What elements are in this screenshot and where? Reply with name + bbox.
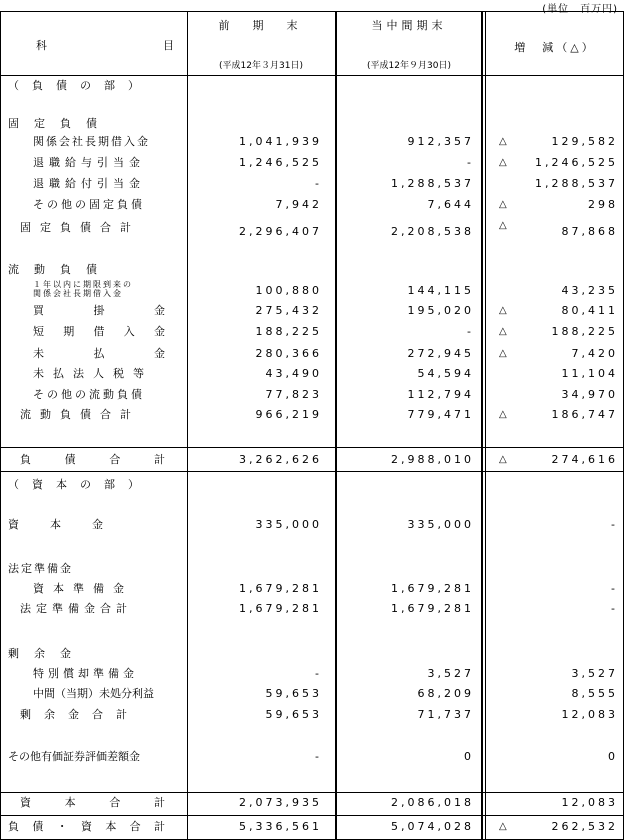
prev-value: 77,823 xyxy=(265,388,322,401)
diff-value: 1,288,537 xyxy=(535,177,618,190)
diff-value: 12,083 xyxy=(561,708,618,721)
curr-value: 71,737 xyxy=(417,708,474,721)
prev-value: 275,432 xyxy=(255,304,322,317)
curr-value: 1,679,281 xyxy=(391,602,474,615)
curr-value: 912,357 xyxy=(407,135,474,148)
table-row xyxy=(0,600,624,617)
row-label xyxy=(33,323,165,340)
prev-value: 3,262,626 xyxy=(239,453,322,466)
row-label: その他の固定負債 xyxy=(33,198,145,211)
row-label xyxy=(8,516,103,533)
table-row xyxy=(0,794,624,811)
prev-value: 1,041,939 xyxy=(239,135,322,148)
row-label: 流 動 負 債 xyxy=(8,263,99,276)
row-divider xyxy=(1,792,623,793)
curr-value: - xyxy=(467,325,474,338)
curr-value: 3,527 xyxy=(427,667,474,680)
row-label: 剰 余 金 xyxy=(8,647,73,660)
prev-value: - xyxy=(315,177,322,190)
row-label: 固定負債合計 xyxy=(20,221,140,234)
row-label: 固 定 負 債 xyxy=(8,117,99,130)
table-row xyxy=(0,451,624,468)
row-label: その他の流動負債 xyxy=(33,388,145,401)
diff-value: 11,104 xyxy=(561,367,618,380)
table-row xyxy=(0,323,624,340)
diff-value: 7,420 xyxy=(571,347,618,360)
prev-value: 43,490 xyxy=(265,367,322,380)
delta-mark: △ xyxy=(499,348,507,359)
header-curr-period: 当中間期末 xyxy=(371,19,447,32)
row-label: 資本準備金 xyxy=(33,582,133,595)
row-label-text: 資 本 金 xyxy=(8,518,103,531)
delta-mark: △ xyxy=(499,326,507,337)
delta-mark: △ xyxy=(499,409,507,420)
unit-label: (単位 百万円) xyxy=(542,4,618,15)
delta-mark: △ xyxy=(499,136,507,147)
diff-value: - xyxy=(611,518,618,531)
curr-value: 1,679,281 xyxy=(391,582,474,595)
row-label-text: 未 払 金 xyxy=(33,347,165,360)
table-row xyxy=(0,406,624,423)
diff-value: 43,235 xyxy=(561,284,618,297)
table-row xyxy=(0,154,624,171)
table-row xyxy=(0,365,624,382)
row-label-text: 負 債 合 計 xyxy=(20,453,165,466)
row-label: 特別償却準備金 xyxy=(33,667,138,680)
prev-value: 1,679,281 xyxy=(239,582,322,595)
prev-value: 1,679,281 xyxy=(239,602,322,615)
row-label-text: 短 期 借 入 金 xyxy=(33,325,165,338)
row-label: （ 資 本 の 部 ） xyxy=(8,478,140,491)
curr-value: 2,208,538 xyxy=(391,225,474,238)
row-label: 関係会社長期借入金 xyxy=(33,135,150,148)
table-row xyxy=(0,580,624,597)
row-label xyxy=(33,345,165,362)
row-label-text: 資 本 合 計 xyxy=(20,796,165,809)
curr-value: 68,209 xyxy=(417,687,474,700)
delta-mark: △ xyxy=(499,220,507,231)
prev-value: 966,219 xyxy=(255,408,322,421)
prev-value: 5,336,561 xyxy=(239,820,322,833)
row-label: 法定準備金合計 xyxy=(20,602,132,615)
table-row xyxy=(0,645,624,662)
table-row xyxy=(0,748,624,765)
diff-value: 87,868 xyxy=(561,225,618,238)
header-curr-date: (平成12年９月30日) xyxy=(367,61,451,71)
table-row xyxy=(0,476,624,493)
table-row xyxy=(0,685,624,702)
diff-value: 0 xyxy=(608,750,618,763)
prev-value: 2,073,935 xyxy=(239,796,322,809)
curr-value: 2,086,018 xyxy=(391,796,474,809)
row-label-text: 負 債 ・ 資 本 合 計 xyxy=(8,820,165,833)
table-row xyxy=(0,516,624,533)
delta-mark: △ xyxy=(499,157,507,168)
diff-value: 34,970 xyxy=(561,388,618,401)
diff-value: - xyxy=(611,602,618,615)
curr-value: 779,471 xyxy=(407,408,474,421)
table-row xyxy=(0,345,624,362)
header-subject: 科 目 xyxy=(36,39,174,52)
table-row xyxy=(0,115,624,132)
curr-value: 5,074,028 xyxy=(391,820,474,833)
row-label: その他有価証券評価差額金 xyxy=(8,750,140,763)
curr-value: 1,288,537 xyxy=(391,177,474,190)
header-difference: 増 減（△） xyxy=(514,41,596,54)
diff-value: 129,582 xyxy=(551,135,618,148)
row-label: 流動負債合計 xyxy=(20,408,140,421)
diff-value: 1,246,525 xyxy=(535,156,618,169)
diff-value: 186,747 xyxy=(551,408,618,421)
row-label: 中間（当期）未処分利益 xyxy=(33,687,154,700)
row-label xyxy=(33,302,165,319)
prev-value: - xyxy=(315,750,322,763)
table-row xyxy=(0,818,624,835)
prev-value: 100,880 xyxy=(255,284,322,297)
prev-value: 1,246,525 xyxy=(239,156,322,169)
curr-value: 0 xyxy=(464,750,474,763)
diff-value: - xyxy=(611,582,618,595)
row-divider xyxy=(1,815,623,816)
curr-value: 7,644 xyxy=(427,198,474,211)
table-row xyxy=(0,219,624,236)
row-label: 退職給付引当金 xyxy=(33,177,145,190)
diff-value: 12,083 xyxy=(561,796,618,809)
table-row xyxy=(0,665,624,682)
row-label xyxy=(20,451,165,468)
header-divider xyxy=(1,75,623,76)
table-row xyxy=(0,386,624,403)
delta-mark: △ xyxy=(499,305,507,316)
header-prev-period: 前 期 末 xyxy=(218,19,304,32)
table-row xyxy=(0,175,624,192)
row-label: 退職給与引当金 xyxy=(33,156,145,169)
delta-mark: △ xyxy=(499,454,507,465)
diff-value: 80,411 xyxy=(561,304,618,317)
row-label-line2: 関係会社長期借入金 xyxy=(33,289,123,298)
row-label xyxy=(20,794,165,811)
curr-value: 2,988,010 xyxy=(391,453,474,466)
curr-value: 335,000 xyxy=(407,518,474,531)
prev-value: 335,000 xyxy=(255,518,322,531)
prev-value: 7,942 xyxy=(275,198,322,211)
delta-mark: △ xyxy=(499,199,507,210)
curr-value: - xyxy=(467,156,474,169)
row-label: 法定準備金 xyxy=(8,562,73,575)
prev-value: 59,653 xyxy=(265,687,322,700)
table-row xyxy=(0,261,624,278)
row-label-text: 買 掛 金 xyxy=(33,304,165,317)
delta-mark: △ xyxy=(499,821,507,832)
table-row xyxy=(0,560,624,577)
curr-value: 195,020 xyxy=(407,304,474,317)
table-row xyxy=(0,196,624,213)
prev-value: 59,653 xyxy=(265,708,322,721)
row-label: １年以内に期限到来の xyxy=(33,280,133,289)
row-divider xyxy=(1,447,623,448)
prev-value: 280,366 xyxy=(255,347,322,360)
curr-value: 144,115 xyxy=(407,284,474,297)
row-label: （ 負 債 の 部 ） xyxy=(8,79,140,92)
diff-value: 298 xyxy=(588,198,618,211)
prev-value: - xyxy=(315,667,322,680)
table-row xyxy=(0,77,624,94)
diff-value: 274,616 xyxy=(551,453,618,466)
curr-value: 272,945 xyxy=(407,347,474,360)
diff-value: 3,527 xyxy=(571,667,618,680)
row-label: 剰余金合計 xyxy=(20,708,140,721)
diff-value: 188,225 xyxy=(551,325,618,338)
prev-value: 188,225 xyxy=(255,325,322,338)
diff-value: 262,532 xyxy=(551,820,618,833)
table-row xyxy=(0,706,624,723)
prev-value: 2,296,407 xyxy=(239,225,322,238)
diff-value: 8,555 xyxy=(571,687,618,700)
table-row xyxy=(0,133,624,150)
curr-value: 54,594 xyxy=(417,367,474,380)
curr-value: 112,794 xyxy=(407,388,474,401)
row-label xyxy=(8,818,165,835)
header-prev-date: (平成12年３月31日) xyxy=(219,61,303,71)
table-row xyxy=(0,280,624,302)
row-divider xyxy=(1,471,623,472)
table-row xyxy=(0,302,624,319)
row-label: 未払法人税等 xyxy=(33,367,153,380)
